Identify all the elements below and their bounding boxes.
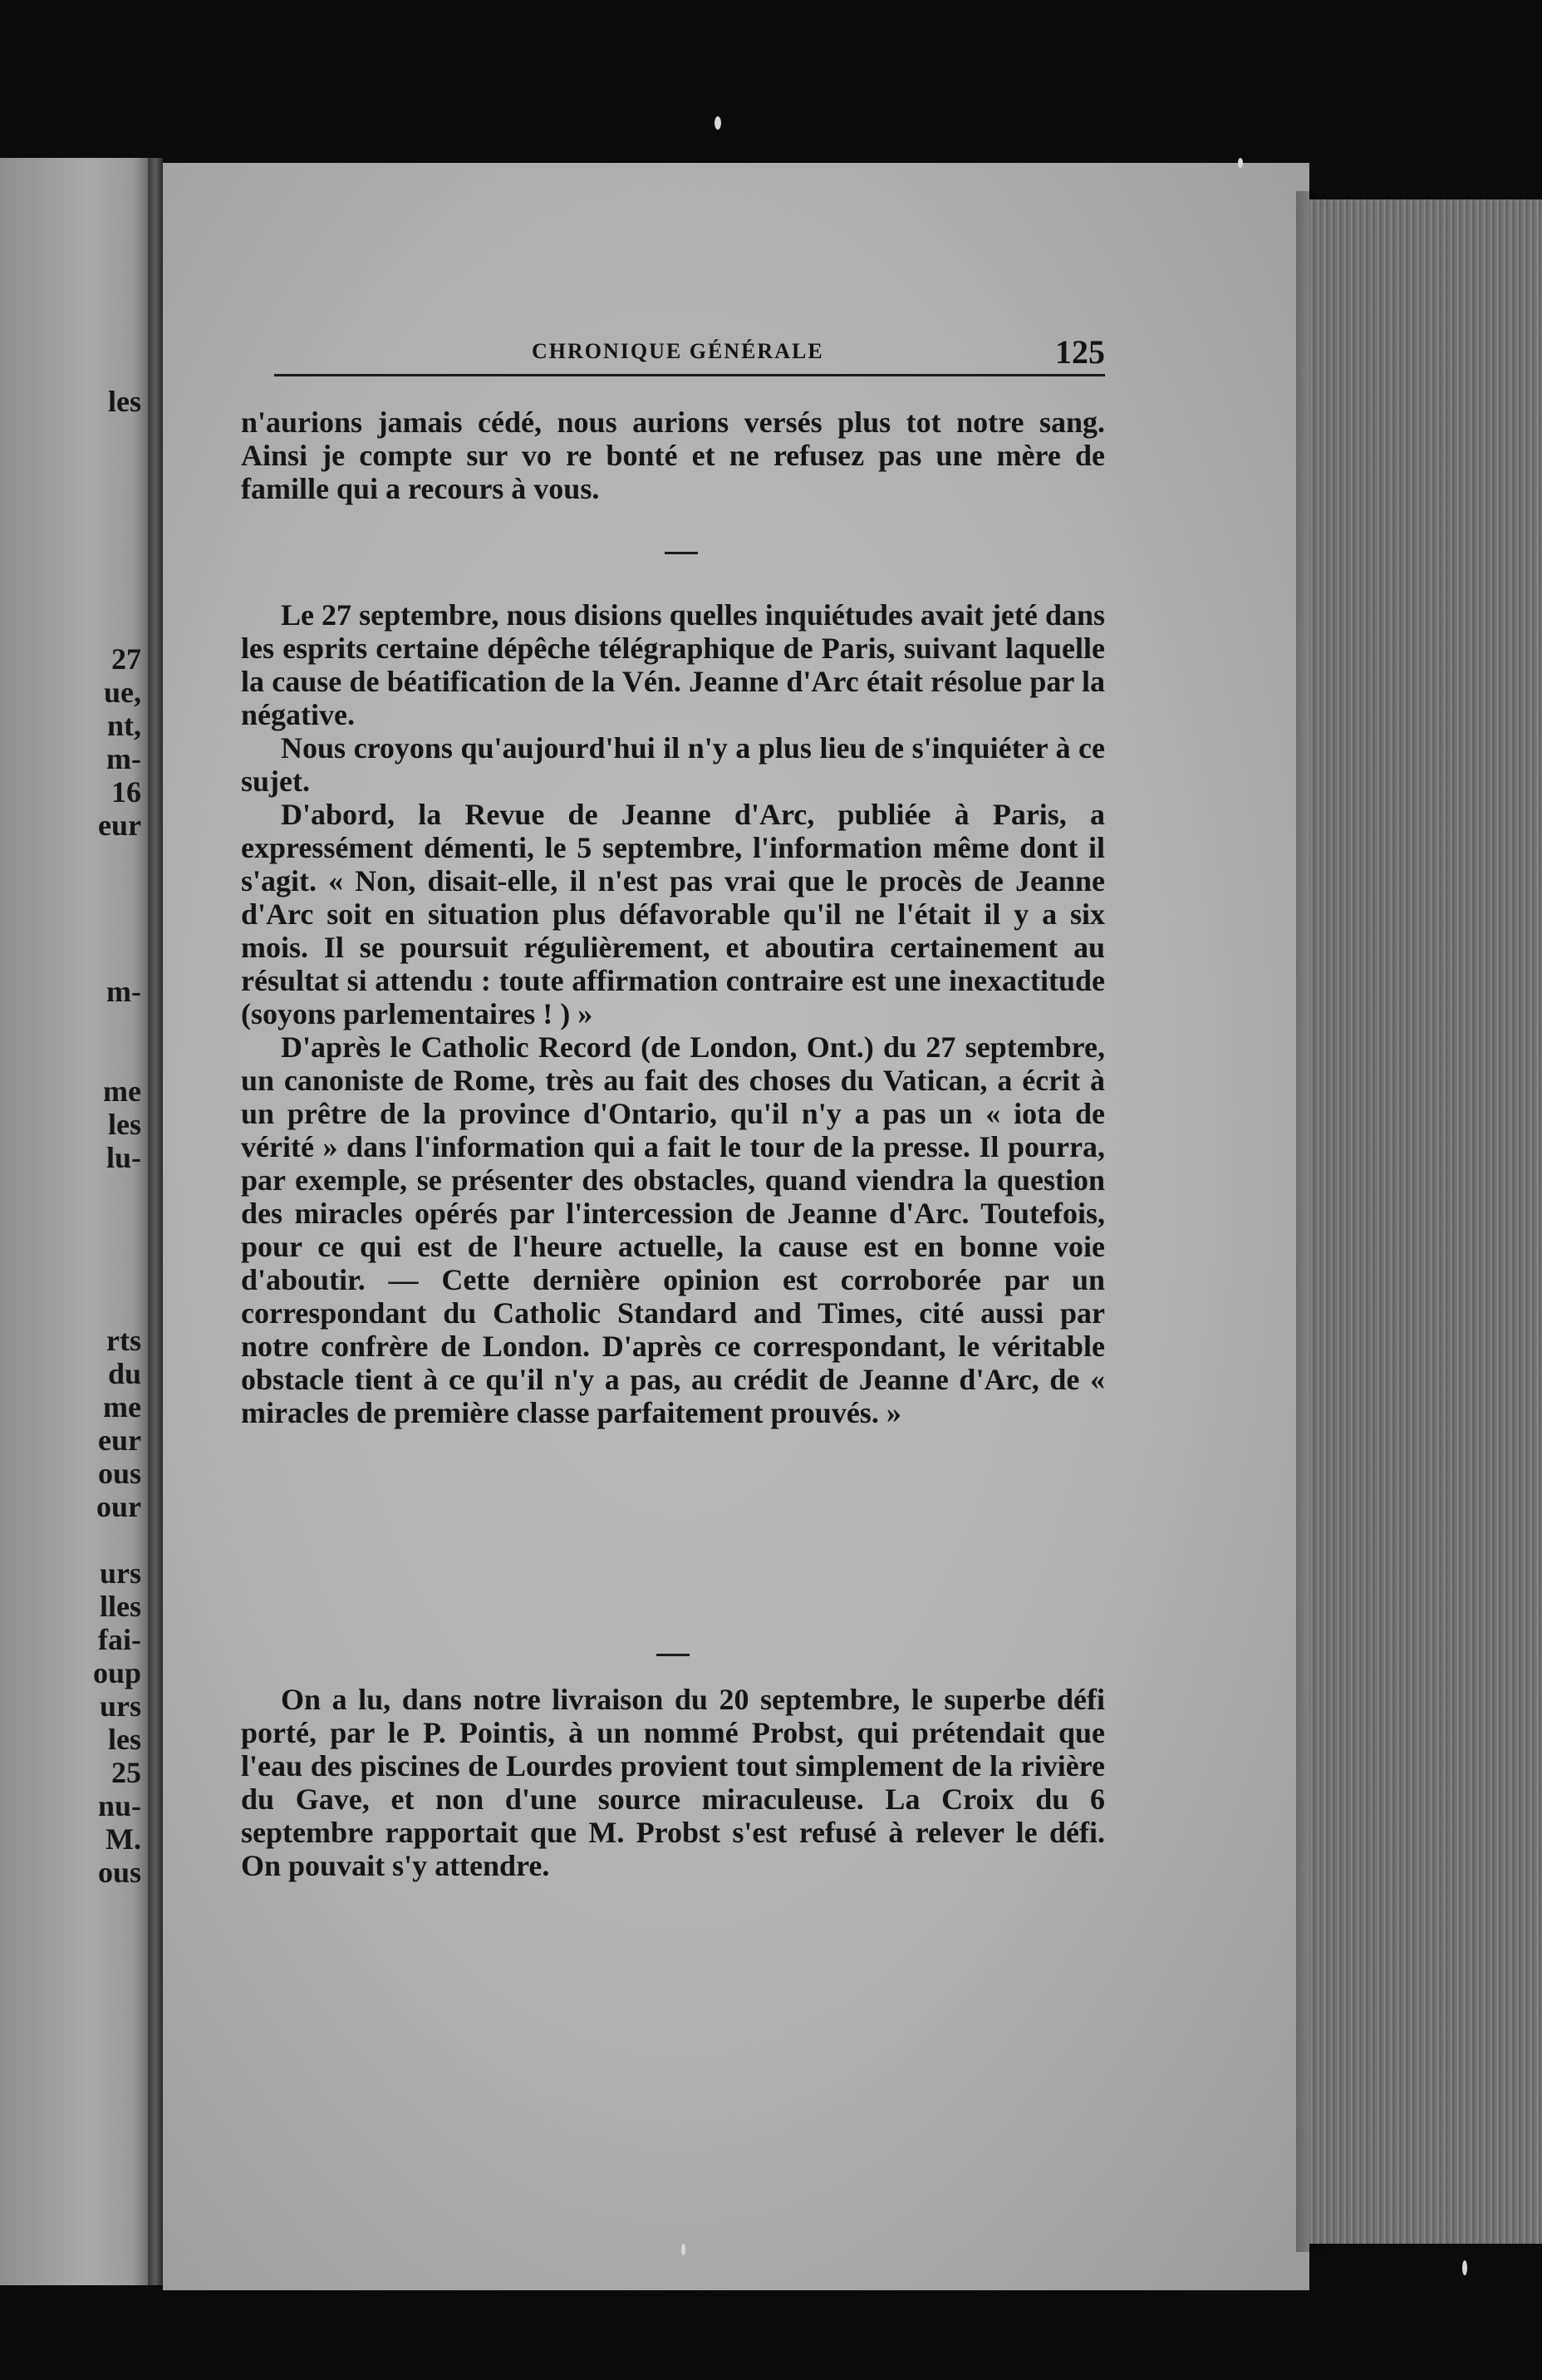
section-divider [656,1654,690,1656]
left-fragment: 16 [111,775,141,809]
left-fragment: me [103,1390,141,1424]
section-beatification [241,598,1105,1429]
running-head [274,332,1105,376]
page-edges-stack [1309,199,1542,2244]
paragraph: Le 27 septembre, nous disions quelles inquiétudes avait jeté dans les esprits certaine dépêche télégraphique de Paris, suivant laquelle la cause de béatification de la Vén. Jeanne d'Arc était résolue par la négative. [241,598,1105,731]
paragraph: n'aurions jamais cédé, nous aurions versés plus tot notre sang. Ainsi je compte sur vo re bonté et ne refusez pas une mère de famille qui a recours à vous. [241,406,1105,505]
left-fragment: oup [92,1656,141,1689]
paragraph: D'abord, la Revue de Jeanne d'Arc, publiée à Paris, a expressément démenti, le 5 septembre, l'information même dont il s'agit. « Non, disait-elle, il n'est pas vrai que le procès de Jeanne d'Arc soit en situation plus défavorable qu'il ne l'était il y a six mois. Il se poursuit régulièrement, et aboutira certainement au résultat si attendu : toute affirmation contraire est une inexactitude (soyons parlementaires ! ) » [241,798,1105,1030]
left-fragment: urs [99,1689,141,1723]
left-fragment: eur [98,1424,141,1457]
left-fragment: 25 [111,1756,141,1789]
continued-paragraph [241,406,1105,505]
left-fragment: rts [106,1324,141,1357]
dust-speck [1238,158,1243,168]
left-page-fragment [0,158,148,2285]
left-fragment: les [108,1108,141,1141]
left-fragment: nt, [106,709,141,742]
left-fragment: du [107,1357,141,1390]
left-fragment: ous [97,1457,141,1490]
left-fragment: 27 [111,642,141,676]
left-fragment: ous [97,1856,141,1889]
paragraph: On a lu, dans notre livraison du 20 septembre, le superbe défi porté, par le P. Pointis, à un nommé Probst, qui prétendait que l'eau des piscines de Lourdes provient tout simplement de la rivière du Gave, et non d'une source miraculeuse. La Croix du 6 septembre rapportait que M. Probst s'est refusé à relever le défi. On pouvait s'y attendre. [241,1683,1105,1882]
left-fragment: our [96,1490,141,1523]
left-fragment: m- [106,742,141,775]
left-fragment: m- [106,975,141,1008]
left-fragment: nu- [97,1789,141,1822]
dust-speck [1462,2260,1467,2275]
dust-speck [715,116,721,130]
left-fragment: eur [98,809,141,842]
left-fragment: me [103,1074,141,1108]
left-fragment: fai- [98,1623,141,1656]
left-fragment: lles [100,1590,141,1623]
section-lourdes [241,1683,1105,1882]
page-number: 125 [1055,333,1105,371]
left-fragment: les [108,1723,141,1756]
left-fragment: urs [99,1556,141,1590]
left-fragment: M. [106,1822,141,1856]
left-fragment: lu- [106,1141,141,1174]
book-gutter [148,158,163,2285]
paragraph: Nous croyons qu'aujourd'hui il n'y a plus lieu de s'inquiéter à ce sujet. [241,731,1105,798]
left-fragment: les [108,385,141,418]
left-fragment: ue, [104,676,141,709]
running-title: CHRONIQUE GÉNÉRALE [532,339,824,363]
paragraph: D'après le Catholic Record (de London, Ont.) du 27 septembre, un canoniste de Rome, très au fait des choses du Vatican, a écrit à un prêtre de la province d'Ontario, qu'il n'y a pas un « iota de vérité » dans l'information qui a fait le tour de la presse. Il pourra, par exemple, se présenter des obstacles, quand viendra la question des miracles opérés par l'intercession de Jeanne d'Arc. Toutefois, pour ce qui est de l'heure actuelle, la cause est en bonne voie d'aboutir. — Cette dernière opinion est corroborée par un correspondant du Catholic Standard and Times, cité aussi par notre confrère de London. D'après ce correspondant, le véritable obstacle tient à ce qu'il n'y a pas, au crédit de Jeanne d'Arc, de « miracles de première classe parfaitement prouvés. » [241,1030,1105,1429]
section-divider [665,552,698,554]
dust-speck [681,2244,685,2255]
